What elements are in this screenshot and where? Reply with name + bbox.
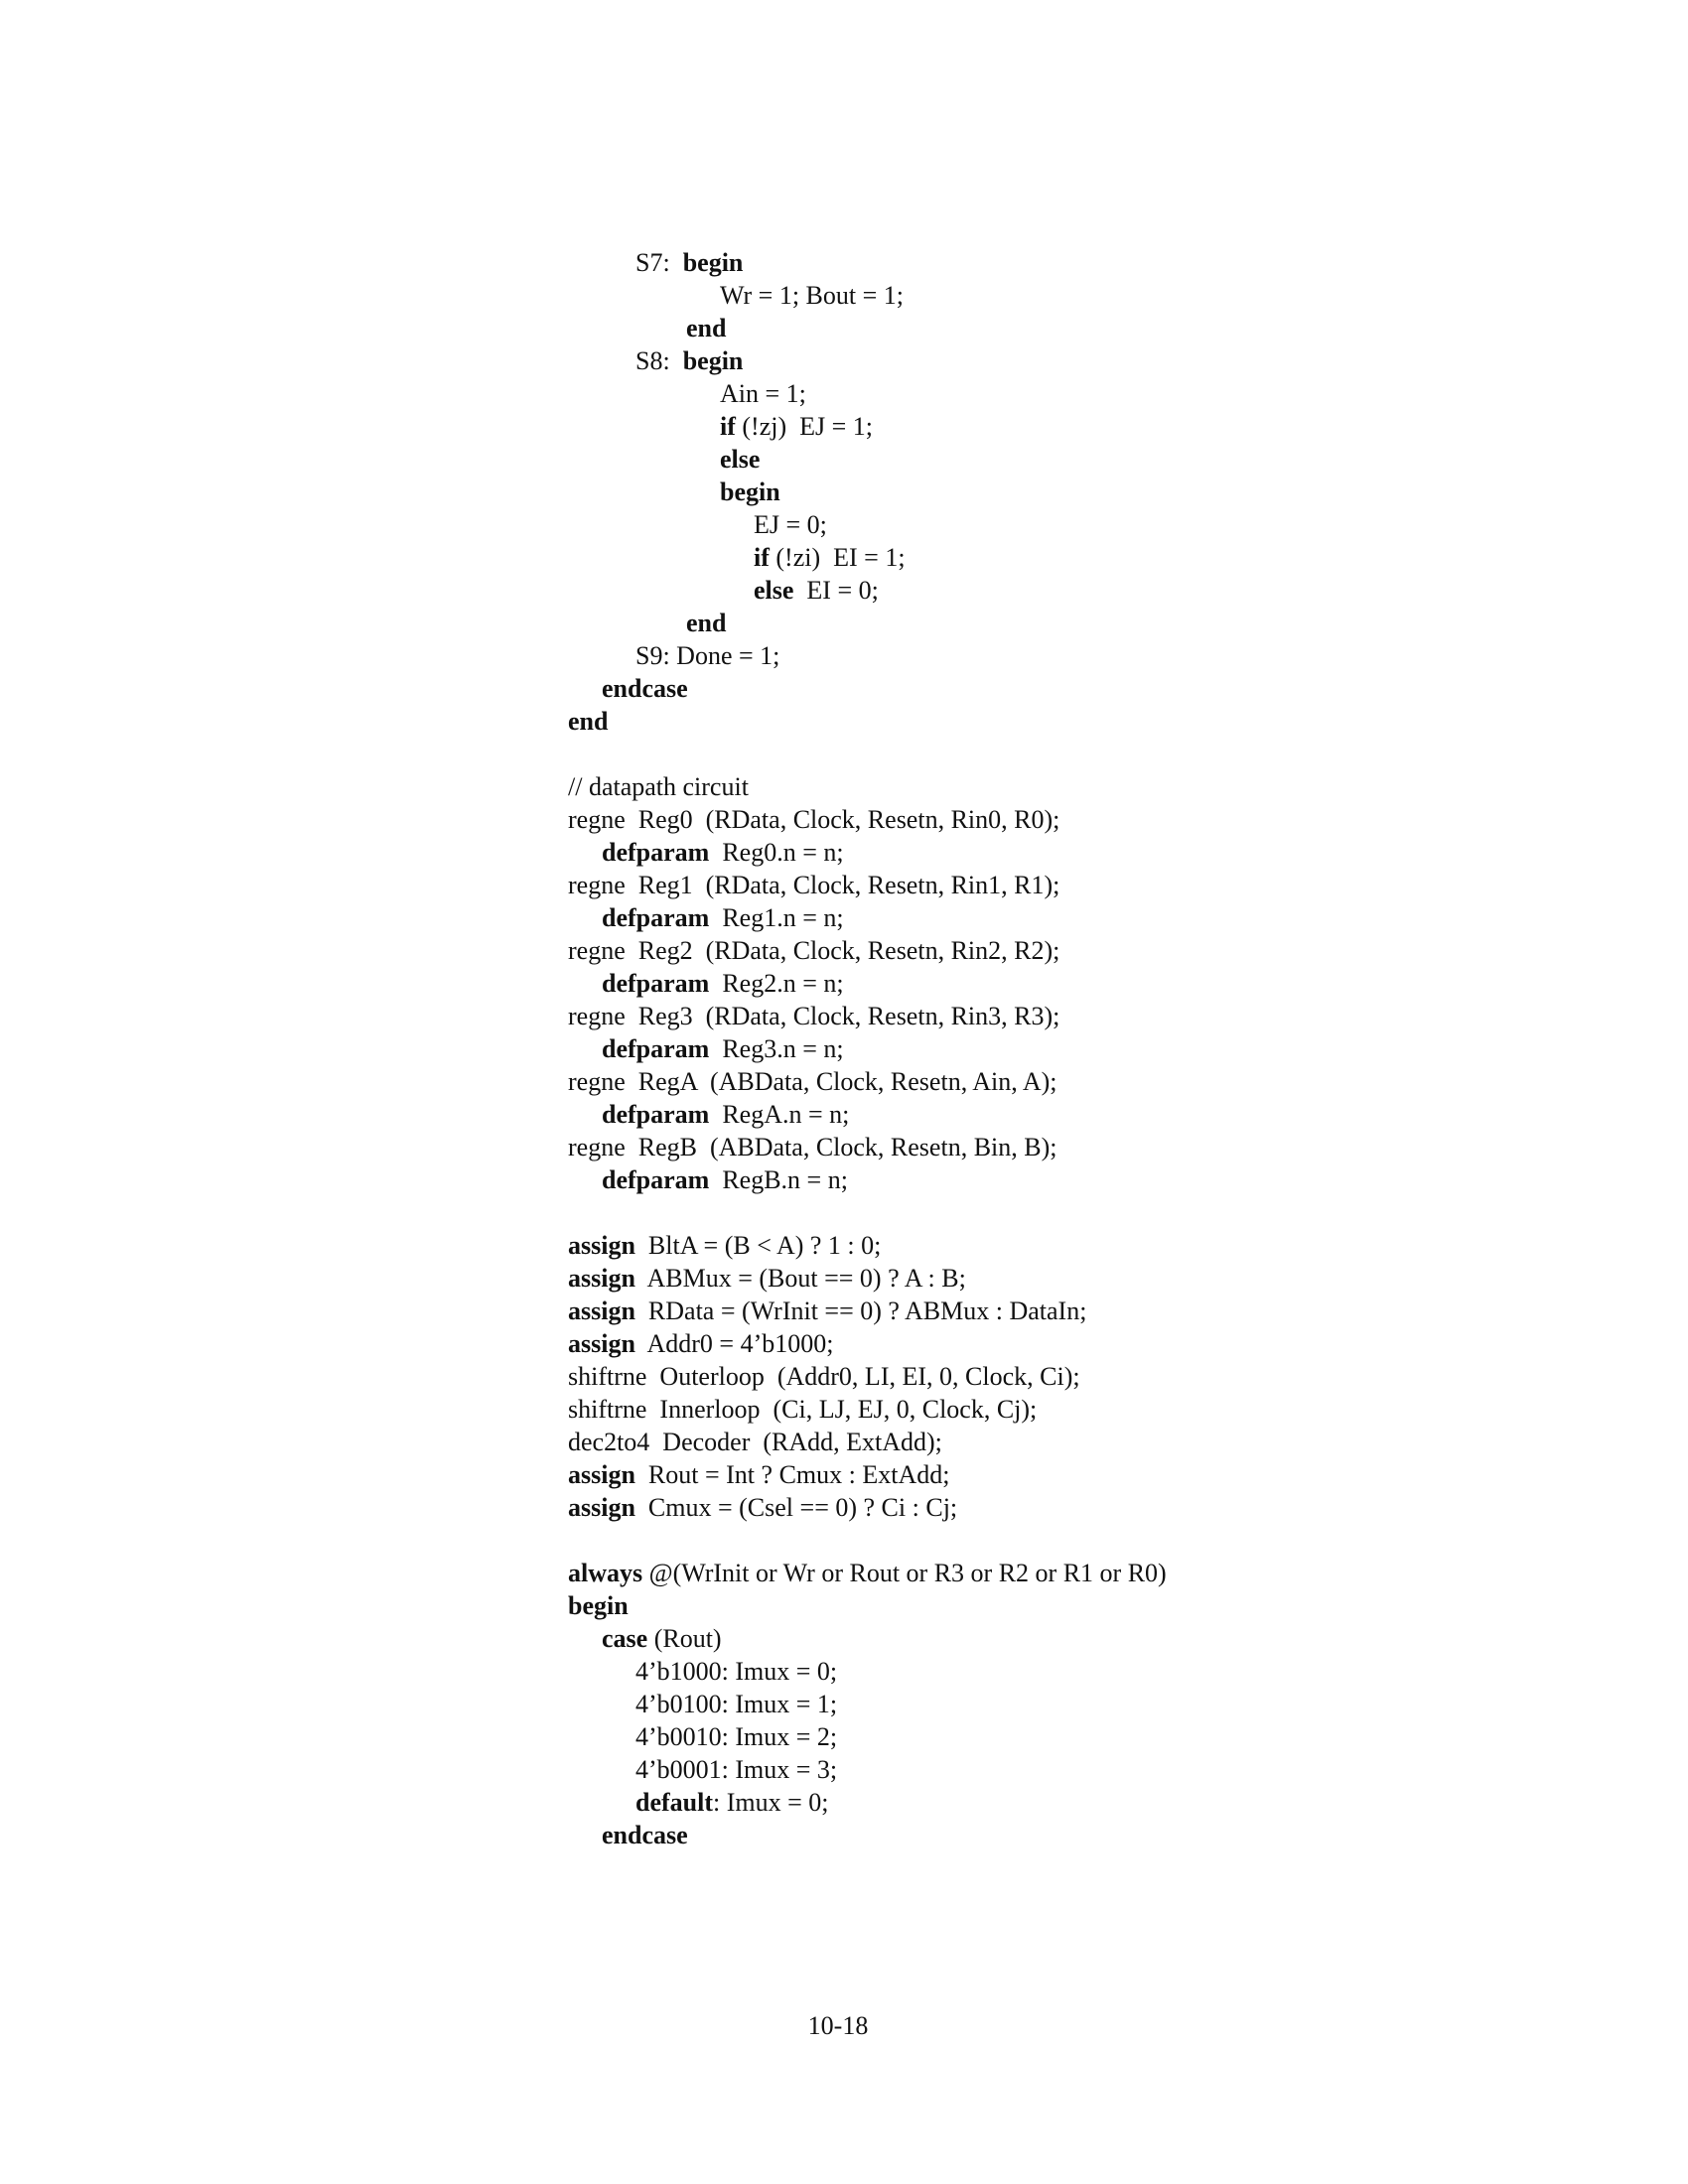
code-keyword: end [686, 609, 727, 637]
code-line [0, 344, 1688, 377]
code-text: regne RegB (ABData, Clock, Resetn, Bin, B); [568, 1133, 1057, 1161]
code-keyword: if [754, 543, 770, 572]
code-keyword: if [720, 412, 736, 441]
code-line [0, 770, 1688, 803]
code-text: ABMux = (Bout == 0) ? A : B; [634, 1264, 966, 1293]
code-text: regne Reg1 (RData, Clock, Resetn, Rin1, R1); [568, 871, 1060, 899]
code-line [0, 1000, 1688, 1032]
code-keyword: else [754, 576, 794, 605]
code-text: Rout = Int ? Cmux : ExtAdd; [634, 1460, 950, 1489]
code-keyword: assign [568, 1460, 635, 1489]
code-listing [0, 246, 1688, 1851]
code-line [0, 508, 1688, 541]
code-keyword: end [568, 707, 609, 736]
code-line [0, 1786, 1688, 1819]
code-line [0, 246, 1688, 279]
code-line [0, 672, 1688, 705]
code-text: regne Reg3 (RData, Clock, Resetn, Rin3, R3); [568, 1002, 1060, 1030]
code-keyword: else [720, 445, 761, 474]
code-line [0, 410, 1688, 443]
code-line [0, 639, 1688, 672]
code-text: RegA.n = n; [709, 1100, 850, 1129]
code-text: (Rout) [647, 1624, 722, 1653]
code-line [0, 1426, 1688, 1458]
code-line [0, 377, 1688, 410]
code-text: Reg0.n = n; [709, 838, 844, 867]
code-text: 4’b0010: Imux = 2; [635, 1722, 838, 1751]
code-line [0, 1720, 1688, 1753]
code-text: (!zj) EJ = 1; [735, 412, 874, 441]
code-text: shiftrne Outerloop (Addr0, LI, EI, 0, Clock, Ci); [568, 1362, 1080, 1391]
code-keyword: endcase [602, 1821, 688, 1849]
code-keyword: end [686, 314, 727, 342]
code-text: EJ = 0; [754, 510, 827, 539]
code-text: Reg1.n = n; [709, 903, 844, 932]
code-keyword: assign [568, 1231, 635, 1260]
code-text: Reg2.n = n; [709, 969, 844, 998]
code-keyword: begin [568, 1591, 629, 1620]
code-line [0, 443, 1688, 476]
code-line [0, 541, 1688, 574]
code-line [0, 1393, 1688, 1426]
code-line [0, 901, 1688, 934]
code-line [0, 1098, 1688, 1131]
code-text: Reg3.n = n; [709, 1034, 844, 1063]
code-line [0, 607, 1688, 639]
code-line [0, 1491, 1688, 1524]
code-keyword: defparam [602, 903, 710, 932]
code-text: Wr = 1; Bout = 1; [720, 281, 904, 310]
code-line [0, 705, 1688, 738]
code-line [0, 803, 1688, 836]
code-text: regne Reg2 (RData, Clock, Resetn, Rin2, R2); [568, 936, 1060, 965]
code-line [0, 869, 1688, 901]
code-line [0, 1622, 1688, 1655]
code-line [0, 1229, 1688, 1262]
code-line [0, 279, 1688, 312]
code-text: : Imux = 0; [713, 1788, 829, 1817]
code-line [0, 1819, 1688, 1851]
code-line [0, 1327, 1688, 1360]
code-keyword: defparam [602, 969, 710, 998]
page-number: 10-18 [807, 2011, 869, 2040]
code-line [0, 1196, 1688, 1229]
code-line [0, 1065, 1688, 1098]
code-line [0, 1032, 1688, 1065]
code-text: 4’b0100: Imux = 1; [635, 1690, 838, 1718]
code-keyword: begin [682, 346, 744, 375]
code-line [0, 1131, 1688, 1163]
code-line [0, 1753, 1688, 1786]
code-text: RData = (WrInit == 0) ? ABMux : DataIn; [634, 1297, 1087, 1325]
code-line [0, 1262, 1688, 1295]
code-text: S7: [635, 248, 683, 277]
code-text: Ain = 1; [720, 379, 806, 408]
code-line [0, 1688, 1688, 1720]
code-line [0, 934, 1688, 967]
code-line [0, 1163, 1688, 1196]
code-keyword: case [602, 1624, 648, 1653]
code-keyword: defparam [602, 1100, 710, 1129]
code-text: regne Reg0 (RData, Clock, Resetn, Rin0, R0); [568, 805, 1060, 834]
code-line [0, 1589, 1688, 1622]
code-line [0, 574, 1688, 607]
code-keyword: assign [568, 1264, 635, 1293]
code-keyword: defparam [602, 1165, 710, 1194]
code-keyword: assign [568, 1329, 635, 1358]
code-keyword: always [568, 1559, 643, 1587]
code-keyword: begin [720, 478, 780, 506]
code-line [0, 476, 1688, 508]
code-keyword: defparam [602, 838, 710, 867]
code-line [0, 836, 1688, 869]
code-line [0, 312, 1688, 344]
code-text: 4’b1000: Imux = 0; [635, 1657, 838, 1686]
code-keyword: begin [682, 248, 744, 277]
code-text: BltA = (B < A) ? 1 : 0; [634, 1231, 882, 1260]
code-text: dec2to4 Decoder (RAdd, ExtAdd); [568, 1428, 942, 1456]
code-text: Cmux = (Csel == 0) ? Ci : Cj; [634, 1493, 958, 1522]
code-line [0, 1524, 1688, 1557]
code-text: RegB.n = n; [709, 1165, 848, 1194]
code-text: regne RegA (ABData, Clock, Resetn, Ain, A); [568, 1067, 1057, 1096]
code-line [0, 1458, 1688, 1491]
code-text: S8: [635, 346, 683, 375]
code-line [0, 967, 1688, 1000]
code-text: 4’b0001: Imux = 3; [635, 1755, 838, 1784]
code-text: EI = 0; [793, 576, 879, 605]
code-line [0, 1557, 1688, 1589]
code-line [0, 1655, 1688, 1688]
code-text: Addr0 = 4’b1000; [634, 1329, 834, 1358]
code-text: // datapath circuit [568, 772, 749, 801]
code-line [0, 738, 1688, 770]
code-keyword: assign [568, 1493, 635, 1522]
code-line [0, 1360, 1688, 1393]
code-line [0, 1295, 1688, 1327]
code-keyword: defparam [602, 1034, 710, 1063]
code-keyword: default [635, 1788, 713, 1817]
code-keyword: assign [568, 1297, 635, 1325]
code-text: shiftrne Innerloop (Ci, LJ, EJ, 0, Clock, Cj); [568, 1395, 1038, 1424]
code-keyword: endcase [602, 674, 688, 703]
code-text: (!zi) EI = 1; [769, 543, 906, 572]
code-text: @(WrInit or Wr or Rout or R3 or R2 or R1 or R0) [642, 1559, 1167, 1587]
code-text: S9: Done = 1; [635, 641, 780, 670]
